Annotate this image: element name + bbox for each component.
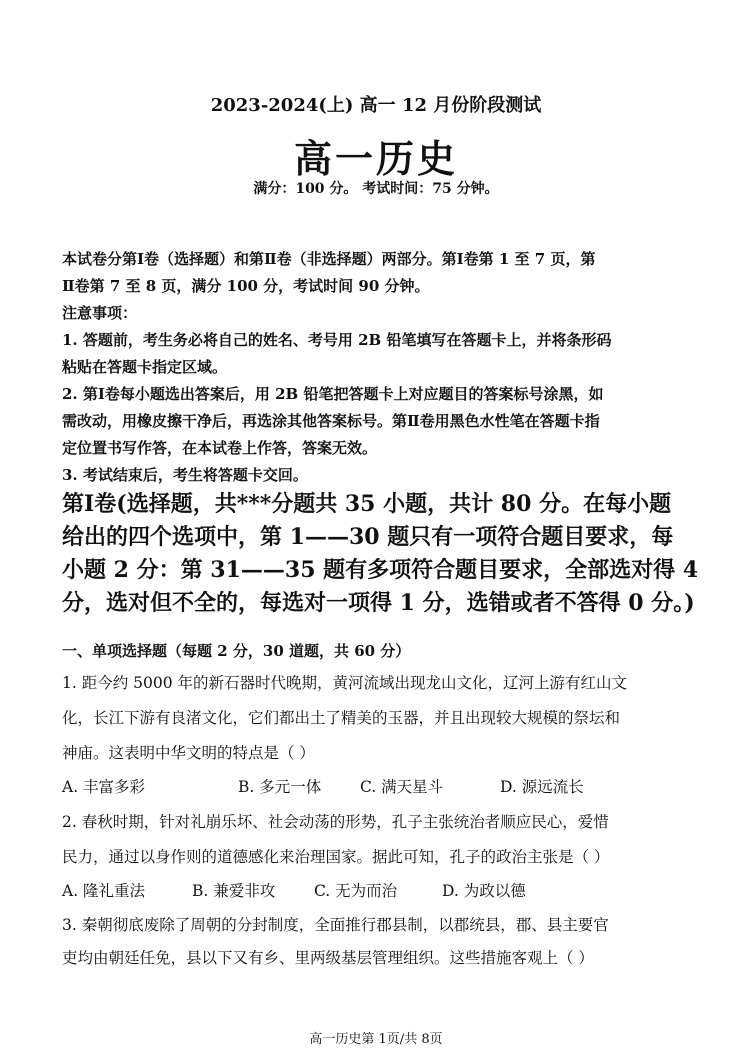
question-2-line-1: 2. 春秋时期，针对礼崩乐坏、社会动荡的形势，孔子主张统治者顺应民心，爱惜 [62,813,609,831]
intro-line-1: 本试卷分第Ⅰ卷（选择题）和第Ⅱ卷（非选择题）两部分。第Ⅰ卷第 1 至 7 页，第 [62,250,596,268]
question-2-option-b: B. 兼爱非攻 [192,882,276,900]
note-3: 3. 考试结束后，考生将答题卡交回。 [62,466,308,484]
question-1-option-c: C. 满天星斗 [360,778,444,796]
question-2-option-a: A. 隆礼重法 [62,882,146,900]
question-1-line-2: 化，长江下游有良渚文化，它们都出土了精美的玉器，并且出现较大规模的祭坛和 [62,709,621,727]
question-1-line-1: 1. 距今约 5000 年的新石器时代晚期，黄河流域出现龙山文化，辽河上游有红山文 [62,674,628,692]
section-line-4: 分，选对但不全的，每选对一项得 1 分，选错或者不答得 0 分。) [62,590,695,616]
intro-line-2: Ⅱ卷第 7 至 8 页，满分 100 分，考试时间 90 分钟。 [62,277,430,295]
question-3-line-2: 吏均由朝廷任免，县以下又有乡、里两级基层管理组织。这些措施客观上（ ） [62,949,594,967]
question-2-line-2: 民力，通过以身作则的道德感化来治理国家。据此可知，孔子的政治主张是（ ） [62,848,610,866]
note-2c: 定位置书写作答，在本试卷上作答，答案无效。 [62,439,378,457]
part1-heading: 一、单项选择题（每题 2 分，30 道题，共 60 分） [62,642,411,660]
note-2a: 2. 第Ⅰ卷每小题选出答案后，用 2B 铅笔把答题卡上对应题目的答案标号涂黑，如 [62,385,604,403]
exam-subtitle: 满分：100 分。 考试时间：75 分钟。 [253,181,499,197]
page-title: 高一历史 [293,136,458,181]
note-1b: 粘贴在答题卡指定区域。 [62,358,228,376]
question-3-line-1: 3. 秦朝彻底废除了周朝的分封制度，全面推行郡县制，以郡统县，郡、县主要官 [62,916,609,934]
question-1-option-a: A. 丰富多彩 [62,778,146,796]
question-1-option-b: B. 多元一体 [238,778,322,796]
question-1-line-3: 神庙。这表明中华文明的特点是（ ） [62,744,315,762]
note-2b: 需改动，用橡皮擦干净后，再选涂其他答案标号。第Ⅱ卷用黑色水性笔在答题卡指 [62,412,600,430]
question-1-option-d: D. 源远流长 [500,778,584,796]
exam-header: 2023-2024(上) 高一 12 月份阶段测试 [210,95,542,116]
question-2-option-d: D. 为政以德 [442,882,526,900]
question-2-option-c: C. 无为而治 [314,882,398,900]
section-line-3: 小题 2 分：第 31——35 题有多项符合题目要求，全部选对得 4 [62,557,699,583]
section-line-1: 第Ⅰ卷(选择题，共***分题共 35 小题，共计 80 分。在每小题 [62,491,672,517]
section-line-2: 给出的四个选项中，第 1——30 题只有一项符合题目要求，每 [62,524,674,550]
note-1a: 1. 答题前，考生务必将自己的姓名、考号用 2B 铅笔填写在答题卡上，并将条形码 [62,331,612,349]
page-footer: 高一历史第 1页/共 8页 [309,1032,443,1047]
notes-title: 注意事项： [62,304,138,322]
